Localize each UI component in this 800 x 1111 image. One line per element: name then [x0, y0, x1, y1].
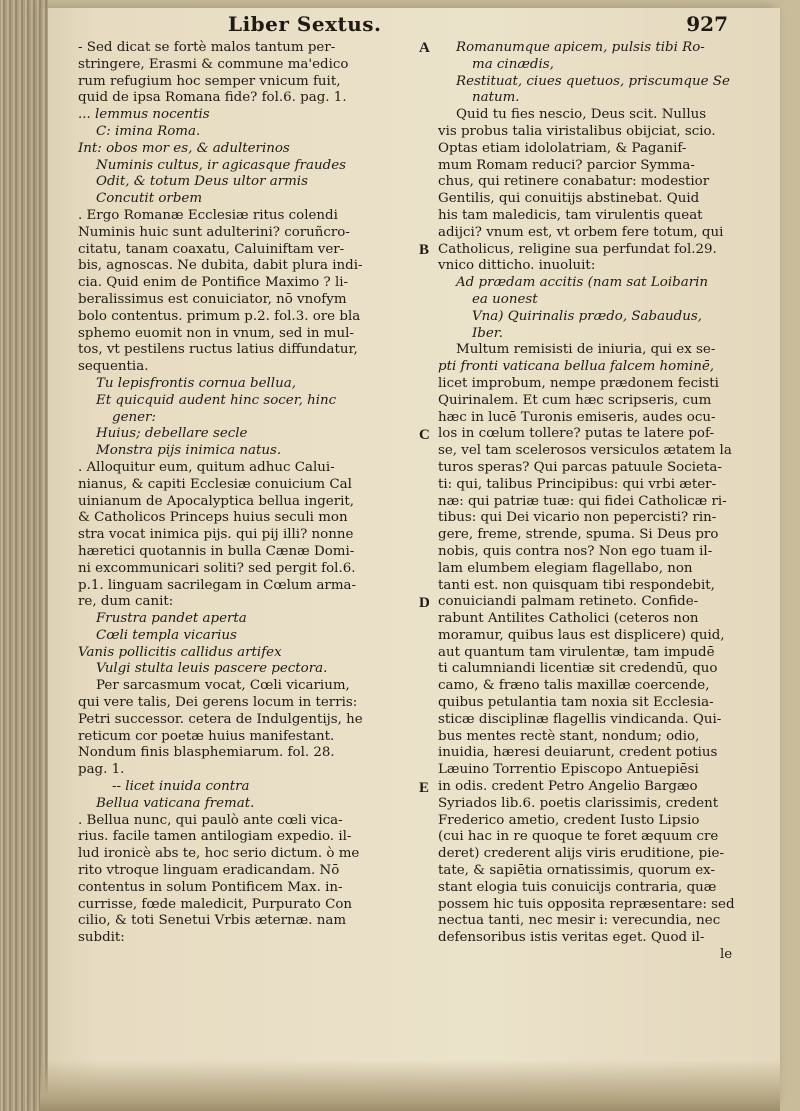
- text-line: possem hic tuis opposita repræsentare: sed: [438, 896, 735, 912]
- text-line: rabunt Antilites Catholici (ceteros non: [438, 611, 699, 627]
- text-line: Iber.: [472, 325, 503, 341]
- text-line: Vna) Quirinalis prædo, Sabaudus,: [472, 308, 702, 324]
- text-line: cilio, & toti Senetui Vrbis æternæ. nam: [78, 913, 347, 929]
- text-line: ... lemmus nocentis: [78, 107, 210, 123]
- text-line: Ad prædam accitis (nam sat Loibarin: [456, 275, 709, 291]
- text-line: - Sed dicat se fortè malos tantum per-: [78, 40, 336, 55]
- text-line: (cui hac in re quoque te foret æquum cre: [438, 829, 719, 845]
- text-line: citatu, tanam coaxatu, Caluiniftam ver-: [78, 241, 345, 257]
- running-title: Liber Sextus.: [228, 12, 382, 36]
- text-line: vnico ditticho. inuoluit:: [438, 258, 596, 274]
- margin-letter-a: A: [419, 40, 430, 56]
- text-line: sequentia.: [78, 359, 149, 375]
- text-line: natum.: [472, 90, 520, 106]
- text-line: deret) crederent alijs viris eruditione, pie-: [438, 846, 724, 862]
- text-line: ea uonest: [472, 291, 538, 307]
- text-line: sphemo euomit non in vnum, sed in mul-: [78, 325, 354, 341]
- text-line: Gentilis, qui conuitijs abstinebat. Quid: [438, 191, 700, 207]
- text-line: tate, & sapiētia ornatissimis, quorum ex-: [438, 863, 716, 879]
- text-line: his tam maledicis, tam virulentis queat: [438, 207, 703, 223]
- text-line: reticum cor poetæ huius manifestant.: [78, 728, 335, 744]
- text-line: -- licet inuida contra: [112, 779, 250, 795]
- text-line: sticæ disciplinæ flagellis vindicanda. Qui-: [438, 711, 722, 727]
- margin-letter-b: B: [419, 242, 430, 258]
- text-line: turos speras? Qui parcas patuule Societa-: [438, 459, 722, 475]
- text-line: mum Romam reduci? parcior Symma-: [438, 157, 695, 173]
- text-line: ni excommunicari soliti? sed pergit fol.6.: [78, 560, 356, 576]
- text-line: rum refugium hoc semper vnicum fuit,: [78, 73, 341, 89]
- text-line: bis, agnoscas. Ne dubita, dabit plura indi-: [78, 258, 363, 274]
- text-line: rius. facile tamen antilogiam expedio. il-: [78, 829, 352, 845]
- text-line: quid de ipsa Romana fide? fol.6. pag. 1.: [78, 90, 347, 106]
- text-line: hæc in lucē Turonis emiseris, audes ocu-: [438, 409, 716, 425]
- text-line: camo, & fræno talis maxillæ coercende,: [438, 678, 710, 694]
- text-line: p.1. linguam sacrilegam in Cœlum arma-: [78, 577, 357, 593]
- text-line: cia. Quid enim de Pontifice Maximo ? li-: [78, 275, 349, 291]
- text-line: ti: qui, talibus Principibus: qui vrbi æter-: [438, 476, 717, 492]
- running-header: [150, 12, 740, 38]
- text-line: Per sarcasmum vocat, Cœli vicarium,: [96, 678, 350, 694]
- text-line: bolo contentus. primum p.2. fol.3. ore bla: [78, 308, 361, 324]
- text-line: nobis, quis contra nos? Non ego tuam il-: [438, 543, 713, 559]
- text-line: Et quicquid audent hinc socer, hinc: [96, 392, 337, 408]
- text-line: adijci? vnum est, vt orbem fere totum, qui: [438, 224, 724, 240]
- text-line: beralissimus est conuiciator, nō vnofym: [78, 291, 347, 307]
- text-line: subdit:: [78, 930, 125, 946]
- text-line: C: imina Roma.: [96, 123, 201, 139]
- text-line: Huius; debellare secle: [96, 426, 248, 442]
- text-line: vis probus talia viristalibus obijciat, scio.: [438, 123, 716, 139]
- text-line: . Ergo Romanæ Ecclesiæ ritus colendi: [78, 207, 338, 223]
- text-line: ti calumniandi licentiæ sit credendū, quo: [438, 661, 718, 677]
- text-line: Romanumque apicem, pulsis tibi Ro-: [456, 40, 705, 55]
- right-text-column: [438, 40, 768, 964]
- text-line: licet improbum, nempe prædonem fecisti: [438, 375, 719, 391]
- text-line: qui vere talis, Dei gerens locum in terris:: [78, 695, 358, 711]
- text-line: Cœli templa vicarius: [96, 627, 237, 643]
- text-line: Quirinalem. Et cum hæc scripseris, cum: [438, 392, 712, 408]
- text-line: næ: qui patriæ tuæ: qui fidei Catholicæ ri-: [438, 493, 727, 509]
- text-line: chus, qui retinere conabatur: modestior: [438, 174, 710, 190]
- text-line: nianus, & capiti Ecclesiæ conuicium Cal: [78, 476, 352, 492]
- text-line: Numinis huic sunt adulterini? coruñcro-: [78, 224, 350, 240]
- margin-letter-e: E: [419, 780, 430, 796]
- book-page-edge: [0, 0, 48, 1111]
- text-line: bus mentes rectè stant, nondum; odio,: [438, 728, 700, 744]
- text-line: tos, vt pestilens ructus latius diffundatur,: [78, 342, 358, 358]
- text-line: pag. 1.: [78, 762, 125, 778]
- text-line: stant elogia tuis conuicijs contraria, quæ: [438, 879, 717, 895]
- text-line: & Catholicos Princeps huius seculi mon: [78, 510, 348, 526]
- text-line: pti fronti vaticana bellua falcem hominē,: [438, 359, 715, 375]
- text-line: Læuino Torrentio Episcopo Antuepiēsi: [438, 762, 699, 778]
- text-line: Vulgi stulta leuis pascere pectora.: [96, 661, 328, 677]
- text-line: Catholicus, religine sua perfundat fol.29.: [438, 241, 717, 257]
- text-line: aut quantum tam virulentæ, tam impudē: [438, 644, 715, 660]
- text-line: lam elumbem elegiam flagellabo, non: [438, 560, 693, 576]
- text-line: contentus in solum Pontificem Max. in-: [78, 879, 343, 895]
- text-line: Tu lepisfrontis cornua bellua,: [96, 375, 296, 391]
- text-line: inuidia, hæresi deuiarunt, credent potius: [438, 745, 718, 761]
- text-line: Vanis pollicitis callidus artifex: [78, 644, 282, 660]
- text-line: ma cinædis,: [472, 56, 554, 72]
- text-line: . Alloquitur eum, quitum adhuc Calui-: [78, 459, 335, 475]
- text-line: tanti est. non quisquam tibi respondebit,: [438, 577, 715, 593]
- text-line: Int: obos mor es, & adulterinos: [78, 140, 290, 156]
- text-line: stringere, Erasmi & commune ma'edico: [78, 56, 349, 72]
- text-line: conuiciandi palmam retineto. Confide-: [438, 594, 699, 610]
- page-bottom-edge: [40, 1060, 780, 1111]
- text-line: Odit, & totum Deus ultor armis: [96, 174, 308, 190]
- text-line: se, vel tam scelerosos versiculos ætatem la: [438, 443, 732, 459]
- text-line: Frustra pandet aperta: [96, 611, 247, 627]
- text-line: Petri successor. cetera de Indulgentijs, he: [78, 711, 363, 727]
- margin-letter-d: D: [419, 595, 430, 611]
- text-line: Bellua vaticana fremat.: [96, 795, 255, 811]
- text-line: Multum remisisti de iniuria, qui ex se-: [456, 342, 716, 358]
- text-line: Restituat, ciues quetuos, priscumque Se: [456, 73, 730, 89]
- left-text-column: [78, 40, 403, 947]
- text-line: gere, freme, strende, spuma. Si Deus pro: [438, 527, 719, 543]
- text-line: rito vtroque linguam eradicandam. Nō: [78, 863, 340, 879]
- text-line: lud ironicè abs te, hoc serio dictum. ò me: [78, 846, 360, 862]
- text-line: in odis. credent Petro Angelio Bargæo: [438, 779, 698, 795]
- text-line: currisse, fœde maledicit, Purpurato Con: [78, 896, 353, 912]
- text-line: Nondum finis blasphemiarum. fol. 28.: [78, 745, 335, 761]
- text-line: hæretici quotannis in bulla Cænæ Domi-: [78, 543, 355, 559]
- text-line: moramur, quibus laus est displicere) quid,: [438, 627, 725, 643]
- text-line: defensoribus istis veritas eget. Quod il-: [438, 930, 705, 946]
- text-line: tibus: qui Dei vicario non pepercisti? rin-: [438, 510, 717, 526]
- margin-letter-c: C: [419, 427, 430, 443]
- text-line: Concutit orbem: [96, 191, 203, 207]
- text-line: Frederico ametio, credent Iusto Lipsio: [438, 812, 700, 828]
- text-line: nectua tanti, nec mesir i: verecundia, nec: [438, 913, 721, 929]
- text-line: Numinis cultus, ir agicasque fraudes: [96, 157, 346, 173]
- text-line: Syriados lib.6. poetis clarissimis, credent: [438, 795, 719, 811]
- text-line: quibus petulantia tam noxia sit Ecclesia-: [438, 695, 714, 711]
- text-line: gener:: [112, 409, 156, 425]
- text-line: uinianum de Apocalyptica bellua ingerit,: [78, 493, 355, 509]
- text-line: re, dum canit:: [78, 594, 174, 610]
- text-line: le: [720, 947, 733, 963]
- text-line: Monstra pijs inimica natus.: [96, 443, 282, 459]
- page-number: 927: [686, 12, 728, 36]
- text-line: stra vocat inimica pijs. qui pij illi? nonne: [78, 527, 354, 543]
- text-line: Optas etiam idololatriam, & Paganif-: [438, 140, 687, 156]
- text-line: . Bellua nunc, qui paulò ante cœli vica-: [78, 812, 343, 828]
- text-line: Quid tu fies nescio, Deus scit. Nullus: [456, 107, 707, 123]
- text-line: los in cœlum tollere? putas te latere pof-: [438, 426, 714, 442]
